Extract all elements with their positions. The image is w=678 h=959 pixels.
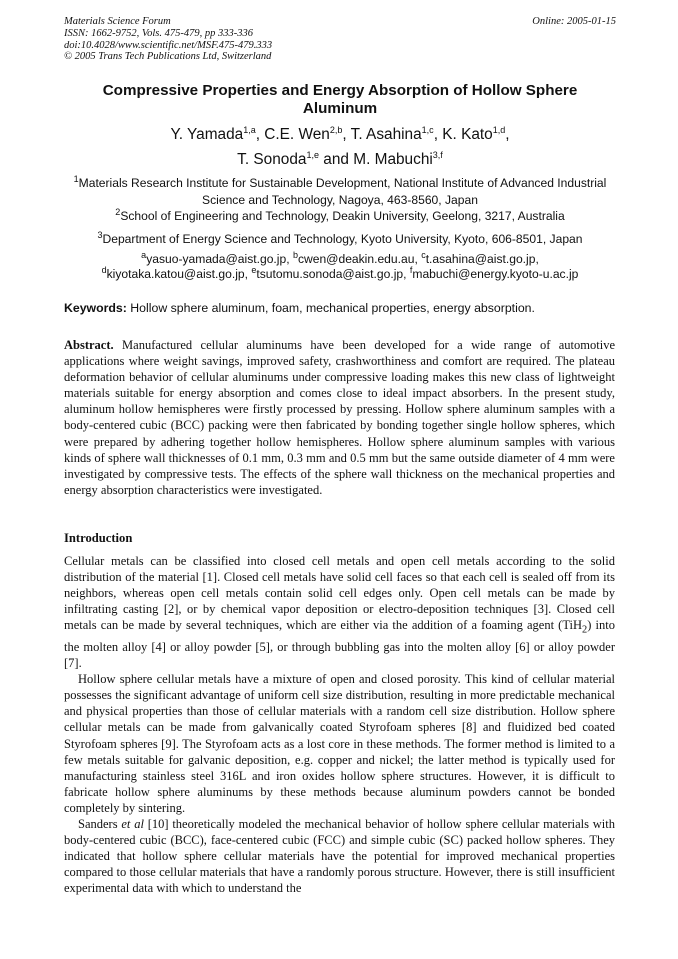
affiliation-1 — [64, 175, 616, 208]
author-line-1: Y. Yamada$^{1,a}$, C.E. Wen$^{2,b}$, T. Asahina$^{1,c}$, K. Kato$^{1,d}$, — [170, 124, 510, 143]
abstract-paragraph — [64, 337, 615, 498]
email-line-1 — [64, 249, 616, 267]
email-line-2 — [64, 264, 616, 282]
introduction-body — [64, 553, 615, 896]
affiliation-text: Materials Research Institute for Sustainable Development, National Institute of Advanced Industrial Science and Technology, Nagoya, 463-8560, Japan — [78, 176, 607, 207]
doi-line: doi:10.4028/www.scientific.net/MSF.475-479.333 — [64, 39, 273, 51]
author-affil-sup: 3,f — [432, 149, 443, 160]
email-sup: c — [421, 249, 426, 260]
email-sup: f — [409, 264, 413, 275]
online-date: Online: 2005-01-15 — [532, 16, 616, 27]
paragraph-text: Cellular metals can be classified into closed cell metals and open cell metals according to the solid distribution of the material [1]. Closed cell metals have solid cell faces so that each cell is sealed off from its neighbors, whereas open cell metals contain solid cell edges only. Open cell metals can be made by infiltrating casting [2], or by chemical vapor deposition or electro-deposition techniques [3]. Closed cell metals can be made by several techniques, which are either via the addition of a foaming agent (TiH — [64, 554, 615, 633]
author-list — [64, 122, 616, 172]
author-name: M. Mabuchi — [353, 151, 433, 168]
keywords-text: Hollow sphere aluminum, foam, mechanical properties, energy absorption. — [130, 301, 535, 315]
journal-header — [64, 16, 616, 63]
author-name: K. Kato — [442, 126, 493, 143]
paper-title: Compressive Properties and Energy Absorption of Hollow Sphere Aluminum — [102, 82, 578, 117]
author-affil-sup: 1,e — [306, 149, 319, 160]
affiliation-2 — [64, 208, 616, 225]
introduction-heading: Introduction — [64, 531, 133, 545]
subscript: 2 — [582, 624, 588, 636]
email-address[interactable]: tsutomu.sonoda@aist.go.jp, — [256, 267, 407, 281]
paragraph-text: [10] theoretically modeled the mechanical behavior of hollow sphere cellular materials with body-centered cubic (BCC), face-centered cubic (FCC) and simple cubic (SC) packed hollow spheres. They indicated that hollow sphere cellular materials have the potential for improved mechanical properties compared to those cellular materials that have a randomly porous structure. However, there is still insufficient experimental data with which to understand the — [64, 817, 615, 896]
author-affil-sup: 1,c — [421, 124, 434, 135]
intro-paragraph-1 — [64, 553, 615, 671]
paragraph-text: ) into the molten alloy [4] or alloy powder [5], or through bubbling gas into the molten alloy [6] or alloy powder [7]. — [64, 618, 616, 671]
affiliation-text: Department of Energy Science and Technology, Kyoto University, Kyoto, 606-8501, Japan — [102, 232, 583, 246]
journal-name: Materials Science Forum — [64, 16, 171, 27]
email-address[interactable]: kiyotaka.katou@aist.go.jp, — [106, 267, 248, 281]
keywords-line — [64, 301, 616, 315]
email-address[interactable]: cwen@deakin.edu.au, — [297, 252, 418, 266]
keywords-label: Keywords: — [64, 301, 127, 315]
author-name: Y. Yamada — [170, 126, 244, 143]
italic-text: et al — [121, 817, 144, 831]
affiliation-text: School of Engineering and Technology, Deakin University, Geelong, 3217, Australia — [120, 209, 565, 223]
author-affil-sup: 1,d — [492, 124, 506, 135]
email-sup: e — [251, 264, 257, 275]
email-address[interactable]: yasuo-yamada@aist.go.jp, — [146, 252, 290, 266]
author-affil-sup: 2,b — [329, 124, 343, 135]
affiliation-3 — [64, 231, 616, 248]
issn-line: ISSN: 1662-9752, Vols. 475-479, pp 333-336 — [64, 27, 253, 39]
author-name: T. Asahina — [350, 126, 422, 143]
email-sup: b — [292, 249, 298, 260]
email-sup: a — [141, 249, 147, 260]
copyright-line: © 2005 Trans Tech Publications Ltd, Switzerland — [64, 51, 272, 63]
affiliation-sup: 3 — [97, 229, 103, 240]
intro-paragraph-3 — [64, 816, 615, 896]
affiliation-sup: 2 — [115, 206, 121, 217]
paragraph-text: Sanders — [78, 817, 122, 831]
intro-paragraph-2: Hollow sphere cellular metals have a mixture of open and closed porosity. This kind of cellular material possesses the significant advantage of uniform cell size distribution, resulting in more predictable mechanical and physical properties than those of cellular materials with a random cell size distribution. Hollow sphere cellular metals can be made from galvanically coated Styrofoam spheres [8] and fluidized bed coated Styrofoam spheres [9]. The Styrofoam acts as a lost core in these methods. The former method is limited to a few metals suitable for galvanic deposition, e.g. copper and nickel; the latter method is typically used for manufacturing stainless steel 316L and iron oxides hollow sphere structures. However, it is difficult to fabricate hollow sphere aluminums by these methods because aluminum powders cannot be bonded completely by sintering. — [64, 672, 615, 815]
author-name: C.E. Wen — [264, 126, 330, 143]
email-sup: d — [101, 264, 107, 275]
abstract-label: Abstract. — [64, 338, 114, 352]
and-word: and — [323, 151, 349, 168]
author-affil-sup: 1,a — [243, 124, 256, 135]
email-address[interactable]: t.asahina@aist.go.jp, — [425, 252, 539, 266]
author-name: T. Sonoda — [237, 151, 307, 168]
author-line-2 — [64, 147, 616, 172]
affiliation-sup: 1 — [73, 173, 79, 184]
email-address[interactable]: mabuchi@energy.kyoto-u.ac.jp — [412, 267, 579, 281]
email-list — [64, 249, 616, 282]
abstract-text: Manufactured cellular aluminums have been developed for a wide range of automotive applications where weight savings, improved safety, crashworthiness and comfort are required. The plateau deformation behavior of cellular aluminums under compressive loading makes this new class of lightweight materials suitable for energy absorption and comes close to ideal impact absorbers. In the present study, aluminum hollow hemispheres were firstly processed by pressing. Hollow sphere aluminum samples with a body-centered cubic (BCC) packing were then fabricated by bonding together single hollow spheres, which were prepared by adhering together hollow hemispheres. Hollow sphere aluminum samples with various kinds of sphere wall thicknesses of 0.1 mm, 0.3 mm and 0.5 mm but the same outside diameter of 4 mm were investigated by compressive tests. The effects of the sphere wall thickness on the mechanical properties and energy absorption characteristics were investigated. — [64, 338, 615, 497]
